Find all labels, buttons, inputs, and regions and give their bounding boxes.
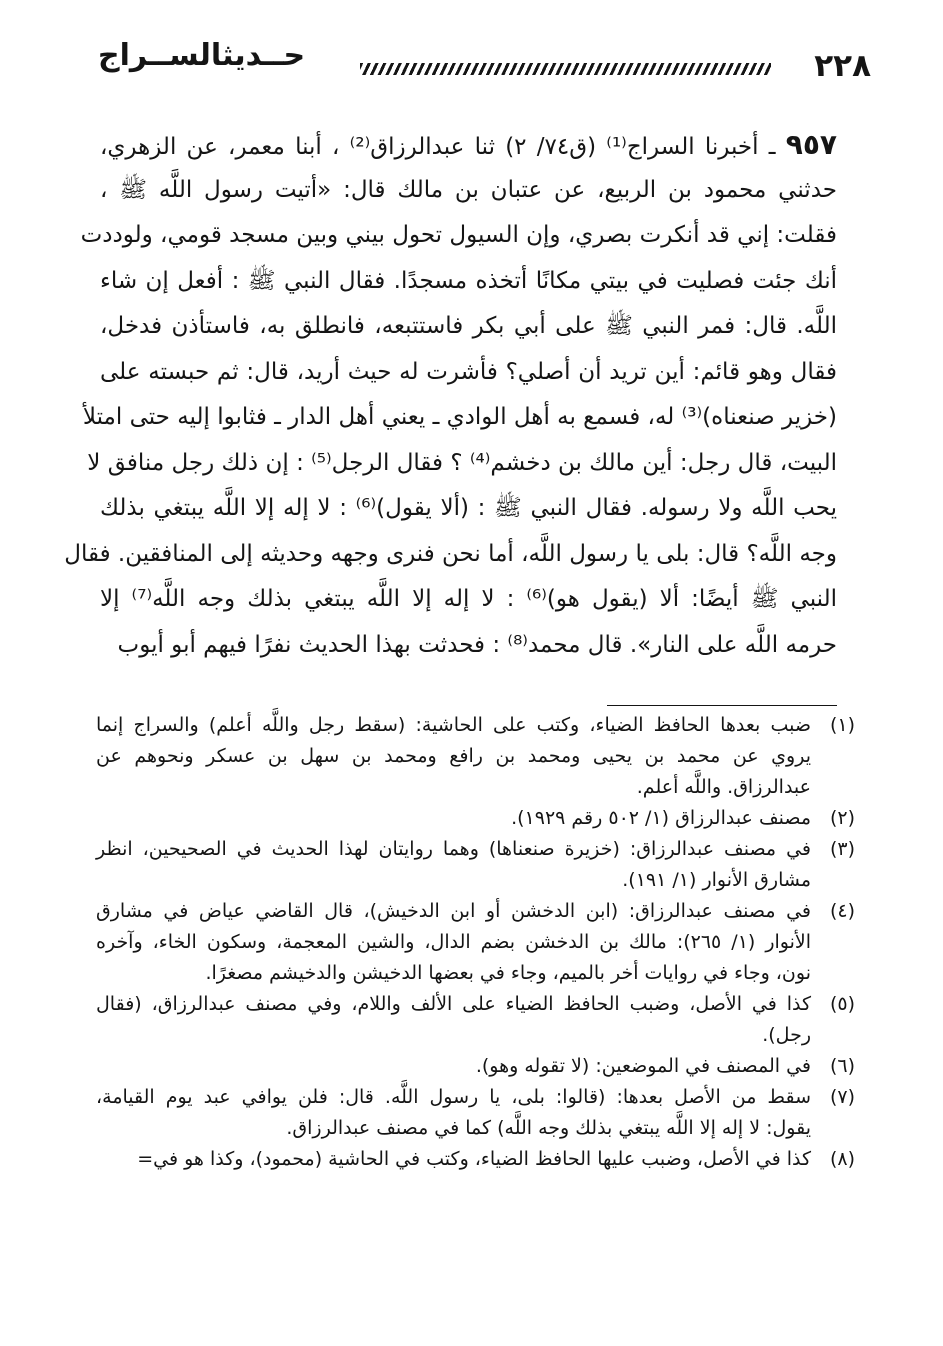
footnote-number: (٣) — [829, 838, 855, 860]
footnote-number: (٦) — [829, 1055, 855, 1077]
footnote: (٨) كذا في الأصل، وضبب عليها الحافظ الضياء، وكتب في الحاشية (محمود)، وكذا هو في= — [96, 1144, 855, 1175]
text-line: (خزير صنعناه)⁽³⁾ له، فسمع به أهل الوادي ـ يعني أهل الدار ـ فثابوا إليه حتى امتلأ — [82, 404, 837, 430]
text-line: البيت، قال رجل: أين مالك بن دخشم⁽⁴⁾ ؟ فقال الرجل⁽⁵⁾ : إن ذلك رجل منافق لا — [87, 449, 837, 476]
text-line: حدثني محمود بن الربيع، عن عتبان بن مالك قال: «أتيت رسول اللَّه ﷺ ، — [100, 176, 837, 203]
text-line: النبي ﷺ أيضًا: ألا (يقول هو)⁽⁶⁾ : لا إله إلا اللَّه يبتغي بذلك وجه اللَّه⁽⁷⁾ إلا — [100, 586, 837, 612]
footnote-number: (٥) — [829, 993, 855, 1015]
header-rule — [360, 63, 771, 75]
text-line: فقلت: إني قد أنكرت بصري، وإن السيول تحول بيني وبين مسجد قومي، ولوددت — [80, 222, 837, 248]
page-number: ٢٢٨ — [814, 48, 871, 84]
footnote: (٣) في مصنف عبدالرزاق: (خزيرة صنعناها) وهما روايتان لهذا الحديث في الصحيحين، انظر مشارق الأنوار (١/ ١٩١). — [96, 834, 855, 896]
footnote: (٥) كذا في الأصل، وضبب الحافظ الضياء على الألف واللام، وفي مصنف عبدالرزاق، (فقال رجل). — [96, 989, 855, 1051]
footnote-separator — [607, 705, 837, 706]
footnote-number: (٤) — [829, 900, 855, 922]
running-title: حــديثالســراج — [98, 38, 306, 73]
hadith-number: ٩٥٧ — [785, 128, 838, 161]
text-line: أنك جئت فصليت في بيتي مكانًا أتخذه مسجدًا. فقال النبي ﷺ : أفعل إن شاء — [100, 267, 837, 294]
text-line: يحب اللَّه ولا رسوله. فقال النبي ﷺ : (ألا يقول)⁽⁶⁾ : لا إله إلا اللَّه يبتغي بذلك — [100, 495, 838, 521]
footnote-number: (١) — [829, 714, 855, 736]
text-line: حرمه اللَّه على النار». قال محمد⁽⁸⁾ : فحدثت بهذا الحديث نفرًا فيهم أبو أيوب — [117, 631, 837, 658]
footnote: (٧) سقط من الأصل بعدها: (قالوا: بلى، يا رسول اللَّه. قال: فلن يوافي عبد يوم القيامة، يقول: لا إله إلا اللَّه يبتغي بذلك وجه اللَّه) كما في مصنف عبدالرزاق. — [96, 1082, 855, 1144]
footnote: (١) ضبب بعدها الحافظ الضياء، وكتب على الحاشية: (سقط رجل واللَّه أعلم) والسراج إنما يروي عن محمد بن يحيى ومحمد بن رافع ومحمد بن سهل بن عسكر ونحوهم عن عبدالرزاق. واللَّه أعلم. — [96, 710, 855, 803]
footnote: (٦) في المصنف في الموضعين: (لا تقوله وهو). — [96, 1051, 855, 1082]
footnote: (٤) في مصنف عبدالرزاق: (ابن الدخشن أو ابن الدخيش)، قال القاضي عياض في مشارق الأنوار (١/ ٢٦٥): مالك بن الدخشن بضم الدال، والشين المعجمة، وسكون الخاء، وآخره نون، وجاء في روايات أخر بالميم، وجاء في بعضها الدخيشن والدخيشم مصغرًا. — [96, 896, 855, 989]
hadith-text — [64, 122, 838, 668]
text-line: ٩٥٧ ـ أخبرنا السراج⁽¹⁾ (ق٧٤/ ٢) ثنا عبدالرزاق⁽²⁾ ، أبنا معمر، عن الزهري، — [100, 128, 838, 161]
footnotes — [96, 710, 855, 1175]
footnote-number: (٢) — [829, 807, 855, 829]
text-line: فقال وهو قائم: أين تريد أن أصلي؟ فأشرت له حيث أريد، قال: ثم حبسته على — [100, 358, 837, 385]
footnote: (٢) مصنف عبدالرزاق (١/ ٥٠٢ رقم ١٩٢٩). — [96, 803, 855, 834]
text-line: وجه اللَّه؟ قال: بلى يا رسول اللَّه، أما نحن فنرى وجهه وحديثه إلى المنافقين. فقال — [64, 540, 837, 567]
footnote-number: (٧) — [829, 1086, 855, 1108]
footnote-number: (٨) — [829, 1148, 855, 1170]
text-line: اللَّه. قال: فمر النبي ﷺ على أبي بكر فاستتبعه، فانطلق به، فاستأذن فدخل، — [100, 313, 837, 339]
